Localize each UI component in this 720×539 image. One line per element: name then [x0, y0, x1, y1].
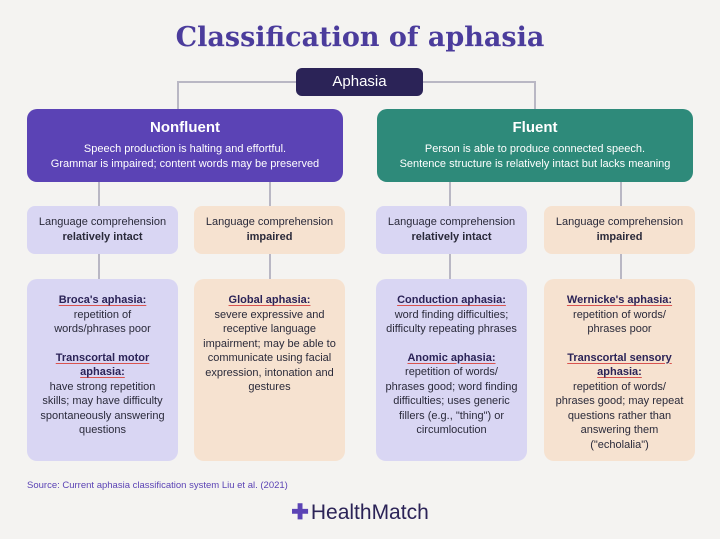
aphasia-type-description: repetition of words/ phrases good; may repeat questions rather than answering them ("echolalia") — [555, 380, 684, 451]
category-nonfluent — [27, 109, 343, 182]
root-node-aphasia: Aphasia — [296, 68, 423, 96]
comprehension-node — [27, 206, 178, 254]
page-title: Classification of aphasia — [175, 22, 545, 53]
aphasia-type-card — [376, 279, 527, 461]
aphasia-type-title: Conduction aphasia: — [397, 294, 506, 306]
aphasia-type-description: severe expressive and receptive language impairment; may be able to communicate using facial expression, intonation and gestures — [203, 308, 336, 393]
connector — [269, 254, 271, 279]
connector — [269, 182, 271, 206]
comprehension-label: Language comprehension — [205, 216, 334, 228]
comprehension-status: impaired — [246, 231, 293, 243]
aphasia-type-title: Global aphasia: — [228, 294, 311, 306]
connector — [620, 254, 622, 279]
source-citation: Source: Current aphasia classification system Liu et al. (2021) — [27, 480, 288, 491]
aphasia-type-title: Transcortal sensory aphasia: — [567, 351, 672, 378]
category-heading: Fluent — [512, 119, 558, 136]
connector — [449, 182, 451, 206]
brand-name: HealthMatch — [310, 501, 429, 524]
category-description: Sentence structure is relatively intact but lacks meaning — [399, 158, 671, 170]
comprehension-label: Language comprehension — [555, 216, 684, 228]
aphasia-type-card — [194, 279, 345, 461]
comprehension-status: relatively intact — [62, 231, 143, 243]
aphasia-type-card — [27, 279, 178, 461]
category-description: Person is able to produce connected speech. — [424, 143, 646, 155]
aphasia-type-description: have strong repetition skills; may have difficulty spontaneously answering questions — [40, 380, 165, 436]
comprehension-node — [544, 206, 695, 254]
comprehension-node — [194, 206, 345, 254]
category-description: Grammar is impaired; content words may be preserved — [50, 158, 320, 170]
aphasia-type-title: Wernicke's aphasia: — [566, 294, 673, 306]
aphasia-type-description: repetition of words/ phrases good; word finding difficulties; uses generic fillers (e.g., "thing") or circumlocution — [385, 366, 518, 436]
connector — [422, 81, 535, 83]
comprehension-node — [376, 206, 527, 254]
aphasia-type-description: repetition of words/phrases poor — [54, 308, 151, 335]
connector — [98, 254, 100, 279]
comprehension-label: Language comprehension — [38, 216, 167, 228]
category-description: Speech production is halting and effortful. — [83, 143, 287, 155]
aphasia-type-title: Transcortal motor aphasia: — [55, 351, 150, 378]
connector — [449, 254, 451, 279]
connector — [534, 81, 536, 109]
aphasia-type-title: Anomic aphasia: — [407, 351, 496, 364]
comprehension-label: Language comprehension — [387, 216, 516, 228]
plus-icon: ✚ — [291, 501, 309, 524]
connector — [178, 81, 297, 83]
connector — [98, 182, 100, 206]
connector — [177, 81, 179, 109]
aphasia-type-description: repetition of words/ phrases poor — [573, 308, 666, 335]
comprehension-status: impaired — [596, 231, 643, 243]
aphasia-type-title: Broca's aphasia: — [58, 294, 147, 306]
aphasia-type-description: word finding difficulties; difficulty repeating phrases — [386, 308, 517, 335]
category-heading: Nonfluent — [150, 119, 220, 136]
brand-logo — [0, 500, 720, 525]
category-fluent — [377, 109, 693, 182]
comprehension-status: relatively intact — [411, 231, 492, 243]
aphasia-type-card — [544, 279, 695, 461]
connector — [620, 182, 622, 206]
